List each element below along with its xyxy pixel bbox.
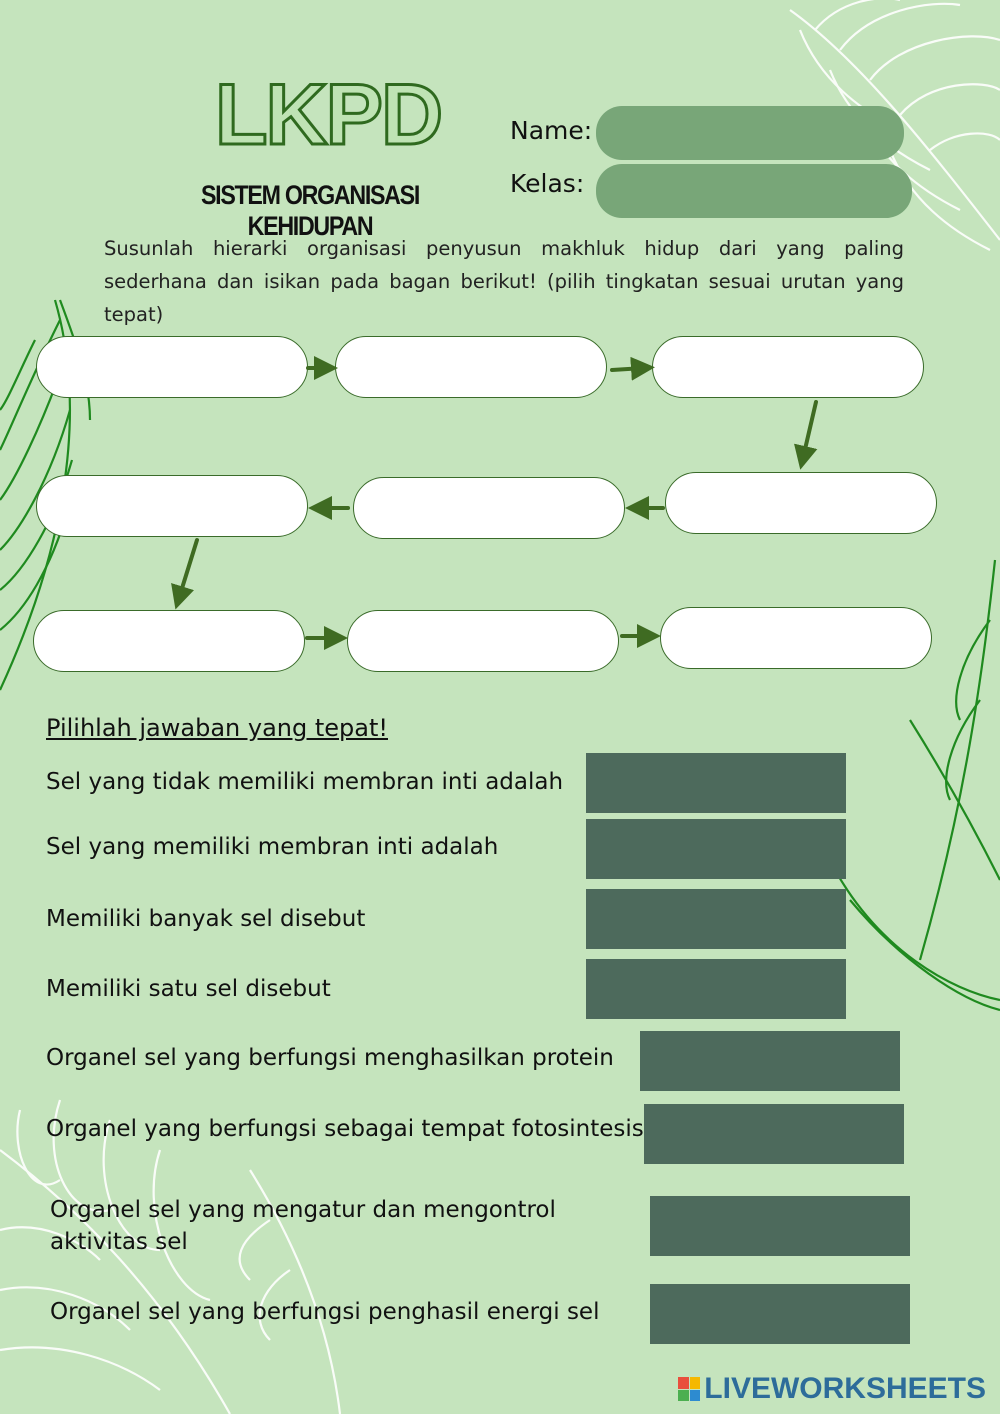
answer-box-3[interactable]	[586, 889, 846, 949]
question-1: Sel yang tidak memiliki membran inti adalah	[46, 769, 564, 795]
arrow-down-icon	[179, 540, 197, 598]
liveworksheets-logo-icon	[678, 1377, 700, 1401]
question-7: Organel sel yang mengatur dan mengontrol aktivitas sel	[50, 1197, 556, 1255]
answer-box-6[interactable]	[644, 1104, 904, 1164]
arrow-right-icon	[612, 368, 643, 370]
question-3: Memiliki banyak sel disebut	[46, 906, 366, 932]
class-label: Kelas:	[510, 169, 585, 198]
brand-text: LIVEWORKSHEETS	[704, 1372, 986, 1405]
answer-box-1[interactable]	[586, 753, 846, 813]
question-5: Organel sel yang berfungsi menghasilkan protein	[46, 1045, 614, 1071]
page-subtitle: SISTEM ORGANISASI KEHIDUPAN	[200, 180, 420, 241]
question-4: Memiliki satu sel disebut	[46, 976, 331, 1002]
flow-arrows	[0, 0, 1000, 700]
answer-box-2[interactable]	[586, 819, 846, 879]
question-2: Sel yang memiliki membran inti adalah	[46, 834, 499, 860]
answer-box-7[interactable]	[650, 1196, 910, 1256]
name-label: Name:	[510, 116, 593, 145]
question-6: Organel yang berfungsi sebagai tempat fotosintesis	[46, 1116, 644, 1142]
answer-box-4[interactable]	[586, 959, 846, 1019]
liveworksheets-logo	[678, 1372, 986, 1406]
arrow-down-icon	[803, 402, 816, 458]
instruction-text: Susunlah hierarki organisasi penyusun makhluk hidup dari yang paling sederhana dan isikan pada bagan berikut! (pilih tingkatan sesuai urutan yang tepat)	[104, 237, 904, 326]
question-8: Organel sel yang berfungsi penghasil energi sel	[50, 1299, 600, 1325]
answer-box-5[interactable]	[640, 1031, 900, 1091]
page-title: LKPD	[215, 67, 442, 163]
answer-box-8[interactable]	[650, 1284, 910, 1344]
quiz-heading: Pilihlah jawaban yang tepat!	[46, 714, 388, 742]
